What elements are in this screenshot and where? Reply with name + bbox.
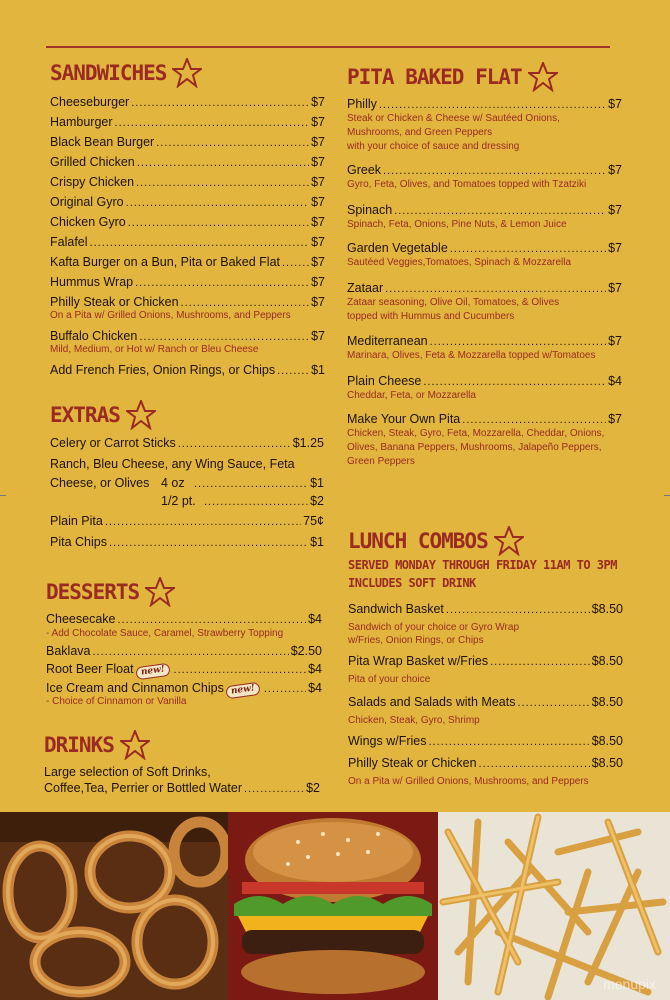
star-icon — [126, 400, 156, 430]
menu-item-root-beer-float — [46, 662, 322, 678]
item-price: $7 — [608, 334, 622, 348]
lunch-subtitle-drink: INCLUDES SOFT DRINK — [348, 576, 476, 590]
item-price: 75¢ — [303, 514, 324, 528]
item-description: - Choice of Cinnamon or Vanilla — [46, 696, 187, 707]
leader-dots — [135, 276, 309, 291]
drinks-heading — [44, 730, 150, 760]
menu-item-pita — [347, 241, 622, 257]
item-description: Chicken, Steak, Gyro, Shrimp — [348, 715, 480, 726]
leader-dots — [430, 335, 606, 350]
item-price: $2 — [310, 494, 324, 508]
menu-item-lunch — [348, 602, 623, 618]
item-price: $7 — [311, 155, 325, 169]
lunch-heading — [348, 526, 524, 556]
item-name: Baklava — [46, 644, 91, 658]
leader-dots — [90, 236, 310, 251]
item-price: $1.25 — [292, 436, 324, 450]
item-name: Pita Chips — [50, 535, 107, 549]
leader-dots — [379, 98, 606, 113]
item-price: $7 — [608, 97, 622, 111]
item-name: Grilled Chicken — [50, 155, 135, 169]
menu-item-pita — [347, 412, 622, 428]
item-description: with your choice of sauce and dressing — [347, 141, 520, 152]
item-price: $4 — [308, 612, 322, 626]
item-price: $7 — [608, 241, 622, 255]
item-name: Mediterranean — [347, 334, 428, 348]
leader-dots — [115, 116, 310, 131]
star-icon — [528, 62, 558, 92]
new-badge: new! — [225, 682, 260, 700]
leader-dots — [126, 196, 309, 211]
item-price: $7 — [608, 163, 622, 177]
top-rule — [46, 46, 610, 48]
item-name: Original Gyro — [50, 195, 124, 209]
menupix-watermark: menupix — [603, 976, 656, 992]
extras-cheese-text: Cheese, or Olives — [50, 476, 150, 490]
menu-item-pita — [347, 203, 622, 219]
item-name: Ice Cream and Cinnamon Chips — [46, 681, 224, 695]
menu-item-4oz-price — [192, 476, 324, 492]
item-description: Mild, Medium, or Hot w/ Ranch or Bleu Cheese — [50, 344, 259, 355]
item-name: Chicken Gyro — [50, 215, 126, 229]
item-description: Gyro, Feta, Olives, and Tomatoes topped with Tzatziki — [347, 179, 587, 190]
menu-item-sandwich — [50, 135, 325, 151]
item-name: Pita Wrap Basket w/Fries — [348, 654, 489, 668]
item-description: Mushrooms, and Green Peppers — [347, 127, 493, 138]
menu-item-pita — [347, 374, 622, 390]
item-name: Sandwich Basket — [348, 602, 444, 616]
item-name: Garden Vegetable — [347, 241, 448, 255]
leader-dots — [92, 645, 288, 660]
item-price: $7 — [311, 295, 325, 309]
item-name: Falafel — [50, 235, 88, 249]
leader-dots — [264, 682, 306, 697]
menu-item-sandwich — [50, 275, 325, 291]
item-price: $8.50 — [591, 695, 623, 709]
leader-dots — [137, 156, 309, 171]
menu-item-plain-pita — [50, 514, 324, 530]
leader-dots — [428, 735, 589, 750]
menu-item-cheesecake — [46, 612, 322, 628]
leader-dots — [479, 757, 590, 772]
menu-item-sandwich — [50, 175, 325, 191]
extras-size-halfpint: 1/2 pt. — [161, 494, 196, 508]
item-description: Cheddar, Feta, or Mozzarella — [347, 390, 476, 401]
star-icon — [145, 577, 175, 607]
leader-dots — [118, 613, 307, 628]
leader-dots — [128, 216, 309, 231]
new-badge: new! — [135, 663, 170, 681]
item-price: $1 — [310, 476, 324, 490]
menu-item-sandwich — [50, 215, 325, 231]
item-name: Black Bean Burger — [50, 135, 155, 149]
leader-dots — [244, 782, 304, 797]
item-name: Kafta Burger on a Bun, Pita or Baked Flat — [50, 255, 280, 269]
item-description: On a Pita w/ Grilled Onions, Mushrooms, and Peppers — [50, 310, 291, 321]
food-photo-strip — [0, 812, 670, 1000]
menu-item-lunch — [348, 734, 623, 750]
desserts-title: DESSERTS — [46, 580, 140, 604]
item-name: Buffalo Chicken — [50, 329, 138, 343]
menu-item-baklava — [46, 644, 322, 660]
item-name: Greek — [347, 163, 382, 177]
item-name: Plain Cheese — [347, 374, 422, 388]
item-price: $7 — [311, 195, 325, 209]
leader-dots — [178, 437, 291, 452]
item-description: Zataar seasoning, Olive Oil, Tomatoes, & Olives — [347, 297, 560, 308]
item-price: $7 — [311, 95, 325, 109]
item-name: Philly Steak or Chicken — [348, 756, 477, 770]
burger-photo — [228, 812, 438, 1000]
desserts-heading — [46, 577, 175, 607]
item-price: $7 — [311, 235, 325, 249]
item-price: $1 — [311, 363, 325, 377]
menu-item-sandwich — [50, 95, 325, 111]
item-price: $4 — [608, 374, 622, 388]
item-name: Hamburger — [50, 115, 113, 129]
leader-dots — [282, 256, 309, 271]
sandwiches-heading — [50, 58, 202, 88]
menu-item-sandwich — [50, 255, 325, 271]
item-price: $7 — [311, 175, 325, 189]
leader-dots — [105, 515, 301, 530]
lunch-subtitle-hours: SERVED MONDAY THROUGH FRIDAY 11AM TO 3PM — [348, 558, 617, 572]
item-name: Plain Pita — [50, 514, 103, 528]
extras-ranch-text: Ranch, Bleu Cheese, any Wing Sauce, Feta — [50, 457, 295, 471]
item-name: Root Beer Float — [46, 662, 134, 676]
item-description: Pita of your choice — [348, 674, 431, 685]
leader-dots — [194, 477, 308, 492]
menu-item-sandwich — [50, 195, 325, 211]
star-icon — [172, 58, 202, 88]
item-description: - Add Chocolate Sauce, Caramel, Strawberry Topping — [46, 628, 284, 639]
pita-title: PITA BAKED FLAT — [347, 65, 522, 89]
crop-mark — [0, 495, 6, 496]
item-price: $7 — [608, 412, 622, 426]
leader-dots — [490, 655, 590, 670]
item-price: $8.50 — [591, 602, 623, 616]
leader-dots — [156, 136, 309, 151]
item-price: $7 — [311, 275, 325, 289]
item-description: Sandwich of your choice or Gyro Wrap — [348, 622, 520, 633]
crop-mark — [664, 495, 670, 496]
extras-size-4oz: 4 oz — [161, 476, 185, 490]
leader-dots — [383, 164, 606, 179]
item-price: $2 — [306, 781, 320, 795]
item-price: $8.50 — [591, 654, 623, 668]
item-price: $8.50 — [591, 756, 623, 770]
item-description: Sautéed Veggies,Tomatoes, Spinach & Mozzarella — [347, 257, 572, 268]
leader-dots — [394, 204, 606, 219]
menu-item-pita — [347, 97, 622, 113]
menu-item-sandwich — [50, 363, 325, 379]
item-description: Steak or Chicken & Cheese w/ Sautéed Onions, — [347, 113, 560, 124]
menu-item-lunch — [348, 695, 623, 711]
item-name: Cheeseburger — [50, 95, 130, 109]
item-name: Cheesecake — [46, 612, 116, 626]
item-name: Philly Steak or Chicken — [50, 295, 179, 309]
item-name: Spinach — [347, 203, 393, 217]
star-icon — [120, 730, 150, 760]
item-name: Wings w/Fries — [348, 734, 427, 748]
item-name: Hummus Wrap — [50, 275, 134, 289]
leader-dots — [517, 696, 589, 711]
item-description: w/Fries, Onion Rings, or Chips — [348, 635, 484, 646]
item-price: $4 — [308, 681, 322, 695]
item-price: $1 — [310, 535, 324, 549]
item-description: Marinara, Olives, Feta & Mozzarella topped w/Tomatoes — [347, 350, 596, 361]
menu-item-pita — [347, 163, 622, 179]
extras-heading — [50, 400, 156, 430]
item-price: $7 — [311, 215, 325, 229]
leader-dots — [446, 603, 590, 618]
leader-dots — [131, 96, 309, 111]
item-price: $7 — [311, 135, 325, 149]
leader-dots — [423, 375, 606, 390]
leader-dots — [204, 495, 308, 510]
leader-dots — [136, 176, 309, 191]
item-price: $7 — [311, 255, 325, 269]
item-name: Salads and Salads with Meats — [348, 695, 516, 709]
item-name: Make Your Own Pita — [347, 412, 461, 426]
item-name: Add French Fries, Onion Rings, or Chips — [50, 363, 276, 377]
menu-item-sandwich — [50, 155, 325, 171]
item-price: $7 — [311, 115, 325, 129]
leader-dots — [385, 282, 606, 297]
menu-item-halfpint-price — [202, 494, 324, 510]
item-name: Celery or Carrot Sticks — [50, 436, 176, 450]
item-price: $2.50 — [290, 644, 322, 658]
item-name: Coffee,Tea, Perrier or Bottled Water — [44, 781, 243, 795]
item-name: Philly — [347, 97, 377, 111]
item-description: Spinach, Feta, Onions, Pine Nuts, & Lemon Juice — [347, 219, 567, 230]
item-price: $4 — [308, 662, 322, 676]
leader-dots — [450, 242, 606, 257]
menu-item-lunch — [348, 654, 623, 670]
item-price: $8.50 — [591, 734, 623, 748]
lunch-title: LUNCH COMBOS — [348, 529, 488, 553]
drinks-title: DRINKS — [44, 733, 114, 757]
item-price: $7 — [608, 281, 622, 295]
item-name: Zataar — [347, 281, 384, 295]
menu-item-pita-chips — [50, 535, 324, 551]
menu-item-celery — [50, 436, 324, 452]
item-price: $7 — [311, 329, 325, 343]
item-description: Chicken, Steak, Gyro, Feta, Mozzarella, Cheddar, Onions, — [347, 428, 605, 439]
menu-item-sandwich — [50, 235, 325, 251]
item-description: topped with Hummus and Cucumbers — [347, 311, 515, 322]
menu-item-sandwich — [50, 115, 325, 131]
leader-dots — [277, 364, 309, 379]
menu-item-lunch — [348, 756, 623, 772]
sandwiches-title: SANDWICHES — [50, 61, 167, 85]
french-fries-photo — [438, 812, 670, 1000]
star-icon — [494, 526, 524, 556]
onion-rings-photo — [0, 812, 228, 1000]
drinks-text: Large selection of Soft Drinks, — [44, 765, 211, 779]
leader-dots — [462, 413, 606, 428]
leader-dots — [109, 536, 308, 551]
menu-item-pita — [347, 334, 622, 350]
leader-dots — [174, 663, 307, 678]
item-description: Green Peppers — [347, 456, 415, 467]
pita-heading — [347, 62, 558, 92]
menu-item-drinks — [44, 781, 320, 797]
item-name: Crispy Chicken — [50, 175, 135, 189]
menu-item-pita — [347, 281, 622, 297]
item-description: On a Pita w/ Grilled Onions, Mushrooms, and Peppers — [348, 776, 589, 787]
item-description: Olives, Banana Peppers, Mushrooms, Jalapeño Peppers, — [347, 442, 602, 453]
extras-title: EXTRAS — [50, 403, 120, 427]
item-price: $7 — [608, 203, 622, 217]
